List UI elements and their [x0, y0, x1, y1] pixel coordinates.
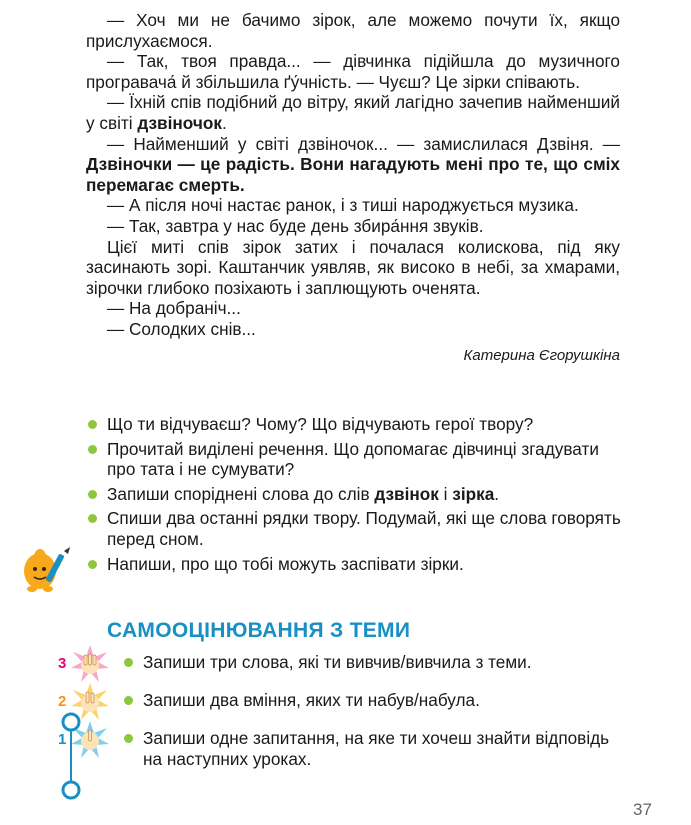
task-item: Напиши, про що тобі можуть заспівати зірки. [86, 554, 626, 575]
bullet-icon [124, 734, 133, 743]
story-paragraph: — На добраніч... [107, 298, 241, 319]
task-item: Прочитай виділені речення. Що допомагає дівчинці згадувати про тата і не сумувати? [86, 439, 626, 480]
self-assessment-list [58, 652, 628, 781]
bullet-icon [124, 658, 133, 667]
highlighted-sentence: Дзвіночки — це радість. Вони нагадують мені про те, що сміх перемагає смерть. [86, 154, 620, 195]
task-list [86, 414, 626, 578]
task-item: Запиши споріднені слова до слів дзвінок і зірка. [86, 484, 626, 505]
self-assessment-title: САМООЦІНЮВАННЯ З ТЕМИ [107, 619, 411, 642]
author-name: Катерина Єгорушкіна [463, 346, 620, 364]
story-paragraph: — Найменший у світі дзвіночок... — замислилася Дзвіня. — Дзвіночки — це радість. Вони нагадують мені про те, що сміх перемагає смерть. [86, 133, 620, 195]
bullet-icon [88, 560, 97, 569]
bullet-icon [124, 696, 133, 705]
story-paragraph: — Так, твоя правда... — дівчинка підійшла до музичного програвача́ й збільшила ґу́чність. — Чуєш? Це зірки співають. [86, 51, 620, 92]
story-paragraph: Цієї миті спів зірок затих і почалася колискова, під яку засинають зорі. Каштанчик уявляв, як високо в небі, за хмарами, зірочки глибоко позіхають і заплющують оченята. [86, 236, 620, 298]
level-number: 2 [58, 693, 67, 710]
page-number: 37 [633, 800, 652, 819]
self-assessment-item: 3 Запиши три слова, які ти вивчив/вивчила з теми. [58, 652, 628, 678]
self-assessment-item: 2 Запиши два вміння, яких ти набув/набула. [58, 690, 628, 716]
task-item: Спиши два останні рядки твору. Подумай, які ще слова говорять перед сном. [86, 508, 626, 549]
story-paragraph: — Так, завтра у нас буде день збира́ння звуків. [107, 215, 484, 236]
bullet-icon [88, 490, 97, 499]
mascot-with-pencil-icon [18, 545, 74, 599]
level-number: 1 [58, 731, 67, 748]
story-paragraph: — Солодких снів... [107, 318, 256, 339]
bold-word: дзвінок [374, 483, 439, 504]
bullet-icon [88, 445, 97, 454]
level-number: 3 [58, 655, 67, 672]
story-paragraph: — А після ночі настає ранок, і з тиші народжується музика. [107, 195, 579, 216]
story-paragraph: — Хоч ми не бачимо зірок, але можемо почути їх, якщо прислухаємося. [86, 10, 620, 51]
bold-word: дзвіночок [137, 112, 222, 133]
progress-timeline-icon [56, 712, 86, 802]
bold-word: зірка [452, 483, 495, 504]
bullet-icon [88, 514, 97, 523]
story-paragraph: — Їхній спів подібний до вітру, який лагідно зачепив найменший у світі дзвіночок. [86, 92, 620, 133]
raised-hand-icon [70, 644, 110, 684]
self-assessment-item: 1 Запиши одне запитання, на яке ти хочеш знайти відповідь на наступних уроках. [58, 728, 628, 769]
task-item: Що ти відчуваєш? Чому? Що відчувають герої твору? [86, 414, 626, 435]
story-text [86, 10, 620, 366]
bullet-icon [88, 420, 97, 429]
